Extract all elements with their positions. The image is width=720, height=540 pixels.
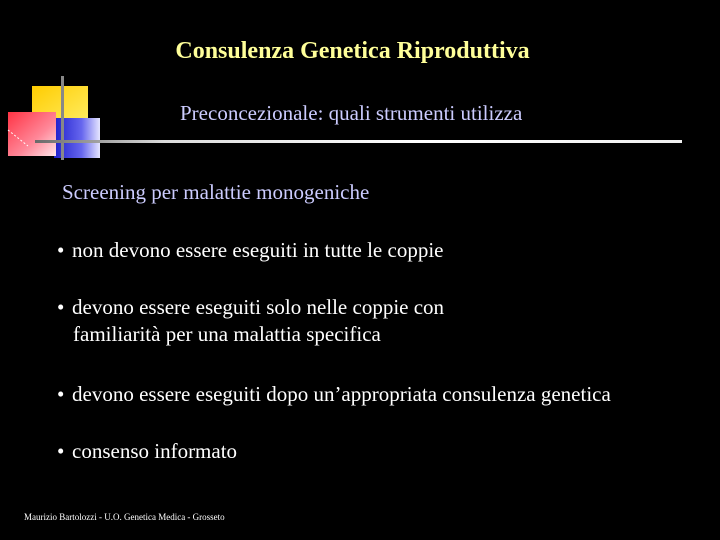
bullet-symbol: • xyxy=(57,238,65,262)
bullet-item xyxy=(57,294,444,348)
bullet-symbol: • xyxy=(57,295,65,319)
bullet-text: consenso informato xyxy=(72,439,238,463)
bullet-item xyxy=(57,438,237,465)
decorative-squares-logo xyxy=(0,70,110,170)
footer-credit: Maurizio Bartolozzi - U.O. Genetica Medica - Grosseto xyxy=(24,512,225,522)
bullet-text: devono essere eseguiti dopo un’appropriata consulenza genetica xyxy=(72,382,611,406)
bullet-text: non devono essere eseguiti in tutte le coppie xyxy=(72,238,444,262)
bullet-symbol: • xyxy=(57,439,65,463)
bullet-text: devono essere eseguiti solo nelle coppie con xyxy=(72,295,445,319)
section-heading: Screening per malattie monogeniche xyxy=(62,180,370,204)
bullet-symbol: • xyxy=(57,382,65,406)
bullet-text-continuation: familiarità per una malattia specifica xyxy=(73,322,381,346)
bullet-item xyxy=(57,237,443,264)
bullet-item xyxy=(57,381,611,408)
title-divider-line xyxy=(35,140,682,143)
slide-subtitle: Preconcezionale: quali strumenti utilizza xyxy=(180,101,523,125)
slide-title: Consulenza Genetica Riproduttiva xyxy=(175,38,530,64)
